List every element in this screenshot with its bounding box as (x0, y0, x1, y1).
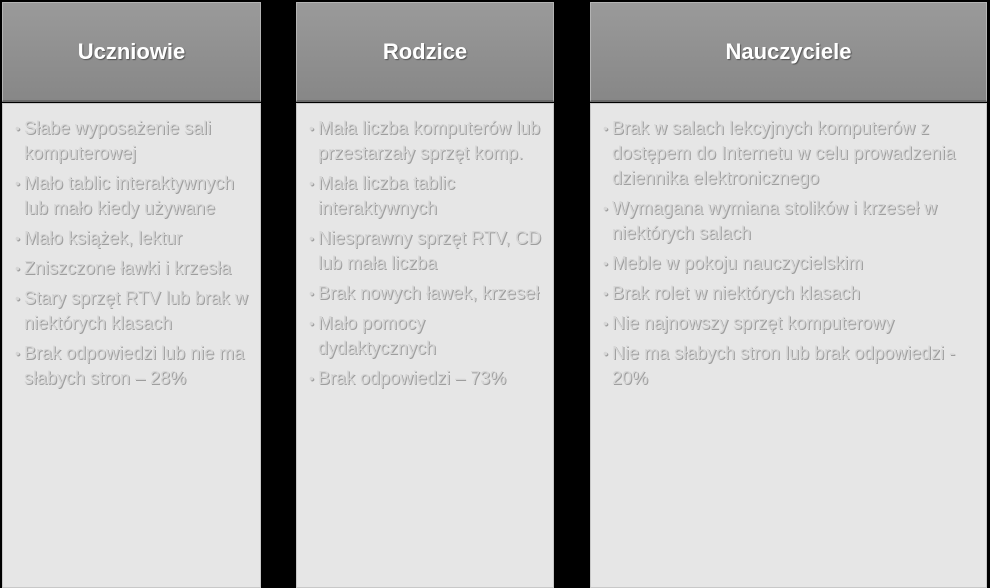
list-item: • Mało pomocy dydaktycznych (309, 311, 543, 361)
list-item: • Brak odpowiedzi – 73% (309, 366, 543, 391)
column-body (2, 103, 261, 588)
column-body (590, 103, 987, 588)
bullet-list (603, 116, 976, 391)
list-item: • Brak odpowiedzi lub nie ma słabych stron – 28% (15, 341, 250, 391)
list-item: • Słabe wyposażenie sali komputerowej (15, 116, 250, 166)
list-item: • Brak nowych ławek, krzeseł (309, 281, 543, 306)
list-item: • Mała liczba komputerów lub przestarzały sprzęt komp. (309, 116, 543, 166)
list-item: • Stary sprzęt RTV lub brak w niektórych klasach (15, 286, 250, 336)
list-item: • Mało książek, lektur (15, 226, 250, 251)
list-item: • Mała liczba tablic interaktywnych (309, 171, 543, 221)
column-uczniowie (2, 0, 261, 588)
list-item: • Meble w pokoju nauczycielskim (603, 251, 976, 276)
column-header: Uczniowie (2, 2, 261, 102)
list-item: • Zniszczone ławki i krzesła (15, 256, 250, 281)
list-item: • Nie najnowszy sprzęt komputerowy (603, 311, 976, 336)
list-item: • Mało tablic interaktywnych lub mało kiedy używane (15, 171, 250, 221)
column-header: Rodzice (296, 2, 554, 102)
column-header: Nauczyciele (590, 2, 987, 102)
bullet-list (15, 116, 250, 391)
column-rodzice (296, 0, 554, 588)
list-item: • Nie ma słabych stron lub brak odpowiedzi - 20% (603, 341, 976, 391)
list-item: • Wymagana wymiana stolików i krzeseł w niektórych salach (603, 196, 976, 246)
column-body (296, 103, 554, 588)
list-item: • Brak rolet w niektórych klasach (603, 281, 976, 306)
list-item: • Brak w salach lekcyjnych komputerów z dostępem do Internetu w celu prowadzenia dziennika elektronicznego (603, 116, 976, 191)
column-nauczyciele (590, 0, 987, 588)
bullet-list (309, 116, 543, 391)
list-item: • Niesprawny sprzęt RTV, CD lub mała liczba (309, 226, 543, 276)
